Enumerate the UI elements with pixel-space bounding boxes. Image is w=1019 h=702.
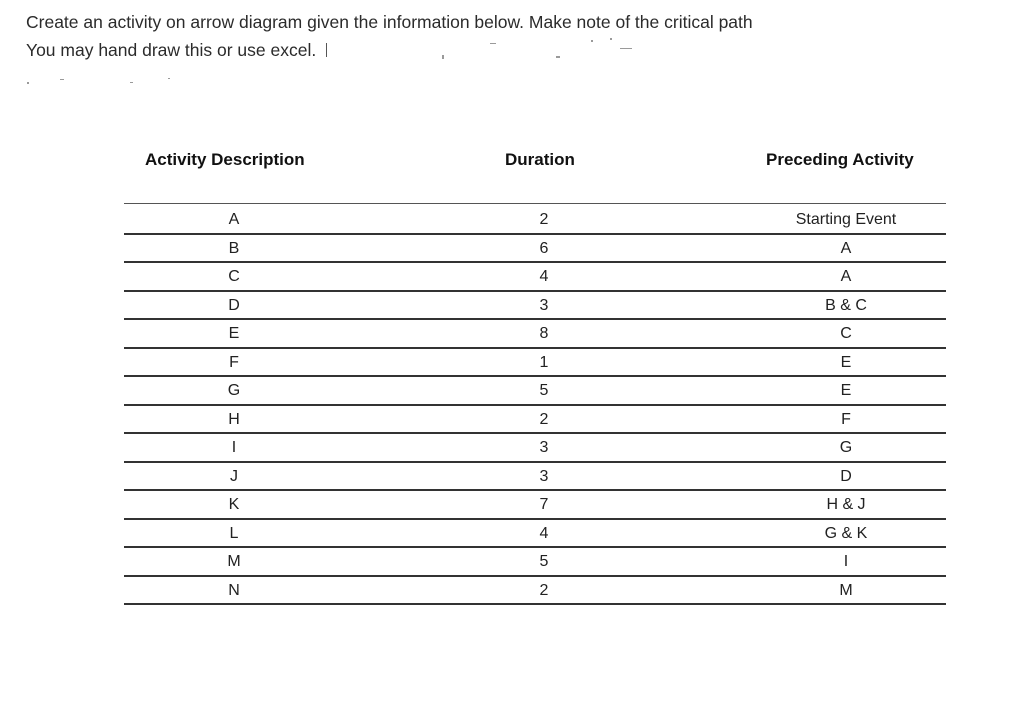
activity-table: [124, 206, 946, 605]
preceding-cell: A: [840, 268, 852, 285]
table-row: [124, 263, 946, 292]
table-row: [124, 349, 946, 378]
speck: [610, 38, 612, 40]
duration-cell: 2: [539, 410, 549, 428]
duration-cell: 6: [539, 239, 549, 257]
table-row: [124, 320, 946, 349]
header-preceding-activity: Preceding Activity: [766, 150, 914, 169]
table-row: [124, 491, 946, 520]
preceding-cell: M: [839, 581, 853, 599]
preceding-cell: H & J: [826, 496, 866, 513]
instruction-line-2-text: You may hand draw this or use excel.: [26, 40, 317, 60]
preceding-cell: E: [840, 353, 852, 371]
duration-cell: 7: [539, 496, 549, 513]
table-row: [124, 463, 946, 492]
table-row: [124, 206, 946, 235]
activity-cell: C: [228, 268, 240, 285]
activity-cell: A: [228, 211, 240, 228]
duration-cell: 5: [539, 382, 549, 399]
header-activity-description: Activity Description: [145, 150, 305, 169]
header-duration: Duration: [505, 150, 575, 169]
table-row: [124, 577, 946, 606]
instruction-line-2: [26, 36, 753, 64]
duration-cell: 4: [539, 524, 549, 542]
duration-cell: 3: [539, 467, 549, 485]
preceding-cell: F: [841, 410, 851, 428]
speck: [60, 79, 64, 80]
speck: [556, 56, 560, 58]
table-row: [124, 548, 946, 577]
table-row: [124, 434, 946, 463]
text-cursor-mark: [326, 43, 327, 57]
preceding-cell: G & K: [824, 524, 868, 542]
speck: [130, 82, 133, 83]
activity-cell: B: [228, 239, 240, 257]
preceding-cell: Starting Event: [795, 211, 897, 228]
duration-cell: 3: [539, 296, 549, 314]
duration-cell: 2: [539, 581, 549, 599]
table-top-rule: [124, 203, 946, 204]
duration-cell: 3: [539, 439, 549, 456]
preceding-cell: E: [840, 382, 852, 399]
speck: [442, 55, 444, 59]
table-header-row: [0, 150, 1019, 174]
table-row: [124, 292, 946, 321]
preceding-cell: B & C: [825, 296, 867, 314]
preceding-cell: A: [840, 239, 852, 257]
duration-cell: 8: [539, 325, 549, 342]
speck: [27, 82, 29, 84]
table-row: [124, 520, 946, 549]
activity-cell: K: [228, 496, 240, 513]
duration-cell: 4: [539, 268, 549, 285]
preceding-cell: G: [839, 439, 853, 456]
activity-cell: L: [229, 524, 239, 542]
table-row: [124, 406, 946, 435]
speck: [591, 40, 593, 42]
activity-cell: F: [229, 353, 239, 371]
table-row: [124, 377, 946, 406]
speck: [620, 48, 632, 49]
activity-cell: I: [231, 439, 237, 456]
preceding-cell: I: [843, 553, 849, 570]
preceding-cell: D: [840, 467, 852, 485]
activity-cell: M: [227, 553, 241, 570]
activity-cell: H: [228, 410, 240, 428]
activity-cell: D: [228, 296, 240, 314]
instruction-line-1: Create an activity on arrow diagram given the information below. Make note of the critical path: [26, 12, 753, 32]
duration-cell: 5: [539, 553, 549, 570]
instructions: [26, 8, 753, 64]
duration-cell: 2: [539, 211, 549, 228]
speck: [490, 43, 496, 44]
activity-cell: J: [230, 467, 238, 485]
table-row: [124, 235, 946, 264]
preceding-cell: C: [840, 325, 852, 342]
duration-cell: 1: [539, 353, 549, 371]
activity-cell: E: [228, 325, 240, 342]
speck: [168, 78, 170, 79]
activity-cell: N: [228, 581, 240, 599]
activity-cell: G: [227, 382, 241, 399]
